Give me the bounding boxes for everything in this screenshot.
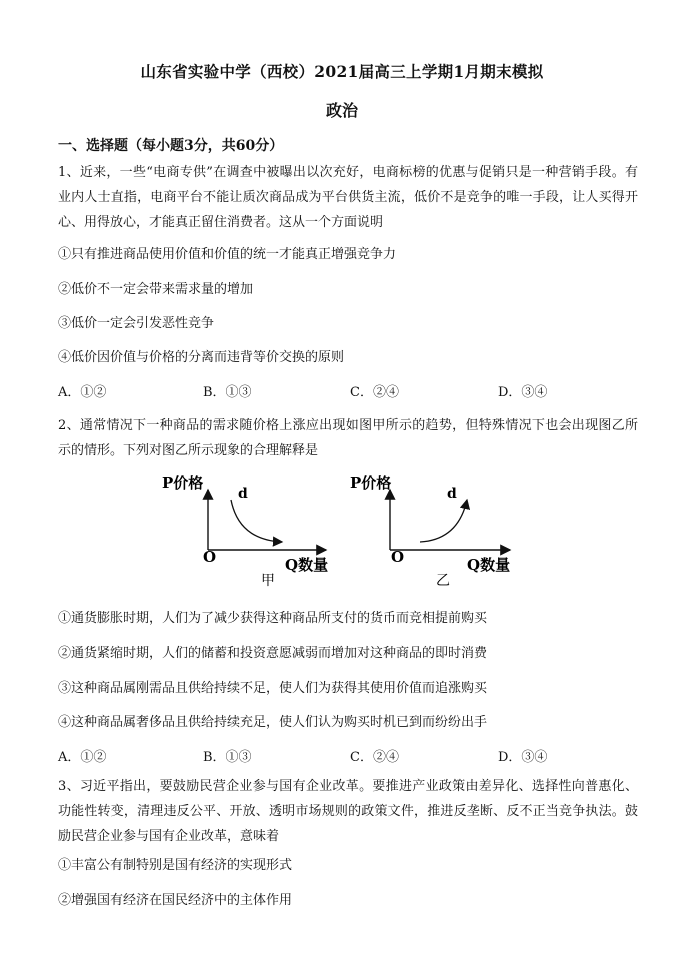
- graph-caption: 甲: [261, 573, 275, 589]
- subject-title: 政治: [325, 101, 358, 120]
- question-3-stem: 3、习近平指出，要鼓励民营企业参与国有企业改革。要推进产业政策由差异化、选择性向普惠化、功能性转变，清理违反公平、开放、透明市场规则的政策文件，推进反垄断、反不正当竞争执法。鼓励民营企业参与国有企业改革，意味着: [58, 779, 638, 844]
- x-axis-label: Q数量: [467, 556, 511, 574]
- option-b: B．①③: [203, 385, 252, 400]
- section-heading: 一、选择题（每小题3分，共60分）: [58, 138, 284, 154]
- option-c: C．②④: [350, 385, 399, 400]
- demand-curve: [420, 500, 467, 542]
- question-1-item: ②低价不一定会带来需求量的增加: [58, 282, 254, 297]
- question-1-item: ③低价一定会引发恶性竞争: [58, 316, 215, 331]
- option-c: C．②④: [350, 750, 399, 765]
- origin-label: O: [203, 548, 217, 566]
- question-1-stem: 1、近来，一些“电商专供”在调查中被曝出以次充好，电商标榜的优惠与促销只是一种营销手段。有业内人士直指，电商平台不能让质次商品成为平台供货主流，低价不是竞争的唯一手段，让人买得开心、用得放心，才能真正留住消费者。这从一个方面说明: [58, 165, 638, 230]
- question-3-item: ②增强国有经济在国民经济中的主体作用: [58, 893, 293, 908]
- question-1-item: ①只有推进商品使用价值和价值的统一才能真正增强竞争力: [58, 247, 397, 262]
- demand-graph-b: [346, 466, 536, 591]
- option-b: B．①③: [203, 750, 252, 765]
- origin-label: O: [391, 548, 405, 566]
- question-1-item: ④低价因价值与价格的分离而违背等价交换的原则: [58, 350, 345, 365]
- question-2-options: [58, 746, 618, 764]
- option-d: D．③④: [498, 385, 548, 400]
- page-title: 山东省实验中学（西校）2021届高三上学期1月期末模拟: [140, 62, 544, 81]
- question-2-item: ③这种商品属刚需品且供给持续不足，使人们为获得其使用价值而追涨购买: [58, 681, 488, 696]
- y-axis-label: P价格: [162, 474, 204, 492]
- question-2-item: ②通货紧缩时期，人们的储蓄和投资意愿减弱而增加对这种商品的即时消费: [58, 646, 488, 661]
- graph-caption: 乙: [436, 573, 450, 589]
- option-a: A．①②: [58, 385, 107, 400]
- option-a: A．①②: [58, 750, 107, 765]
- curve-label: d: [238, 486, 248, 502]
- demand-curve: [231, 500, 282, 542]
- curve-label: d: [447, 486, 457, 502]
- x-axis-label: Q数量: [285, 556, 329, 574]
- question-2-item: ④这种商品属奢侈品且供给持续充足，使人们认为购买时机已到而纷纷出手: [58, 715, 488, 730]
- option-d: D．③④: [498, 750, 548, 765]
- demand-graph-a: [160, 466, 340, 591]
- question-2-stem: 2、通常情况下一种商品的需求随价格上涨应出现如图甲所示的趋势，但特殊情况下也会出现图乙所示的情形。下列对图乙所示现象的合理解释是: [58, 418, 638, 458]
- question-1-options: [58, 381, 618, 399]
- y-axis-label: P价格: [350, 474, 392, 492]
- question-3-item: ①丰富公有制特别是国有经济的实现形式: [58, 858, 293, 873]
- question-2-item: ①通货膨胀时期，人们为了减少获得这种商品所支付的货币而竞相提前购买: [58, 611, 488, 626]
